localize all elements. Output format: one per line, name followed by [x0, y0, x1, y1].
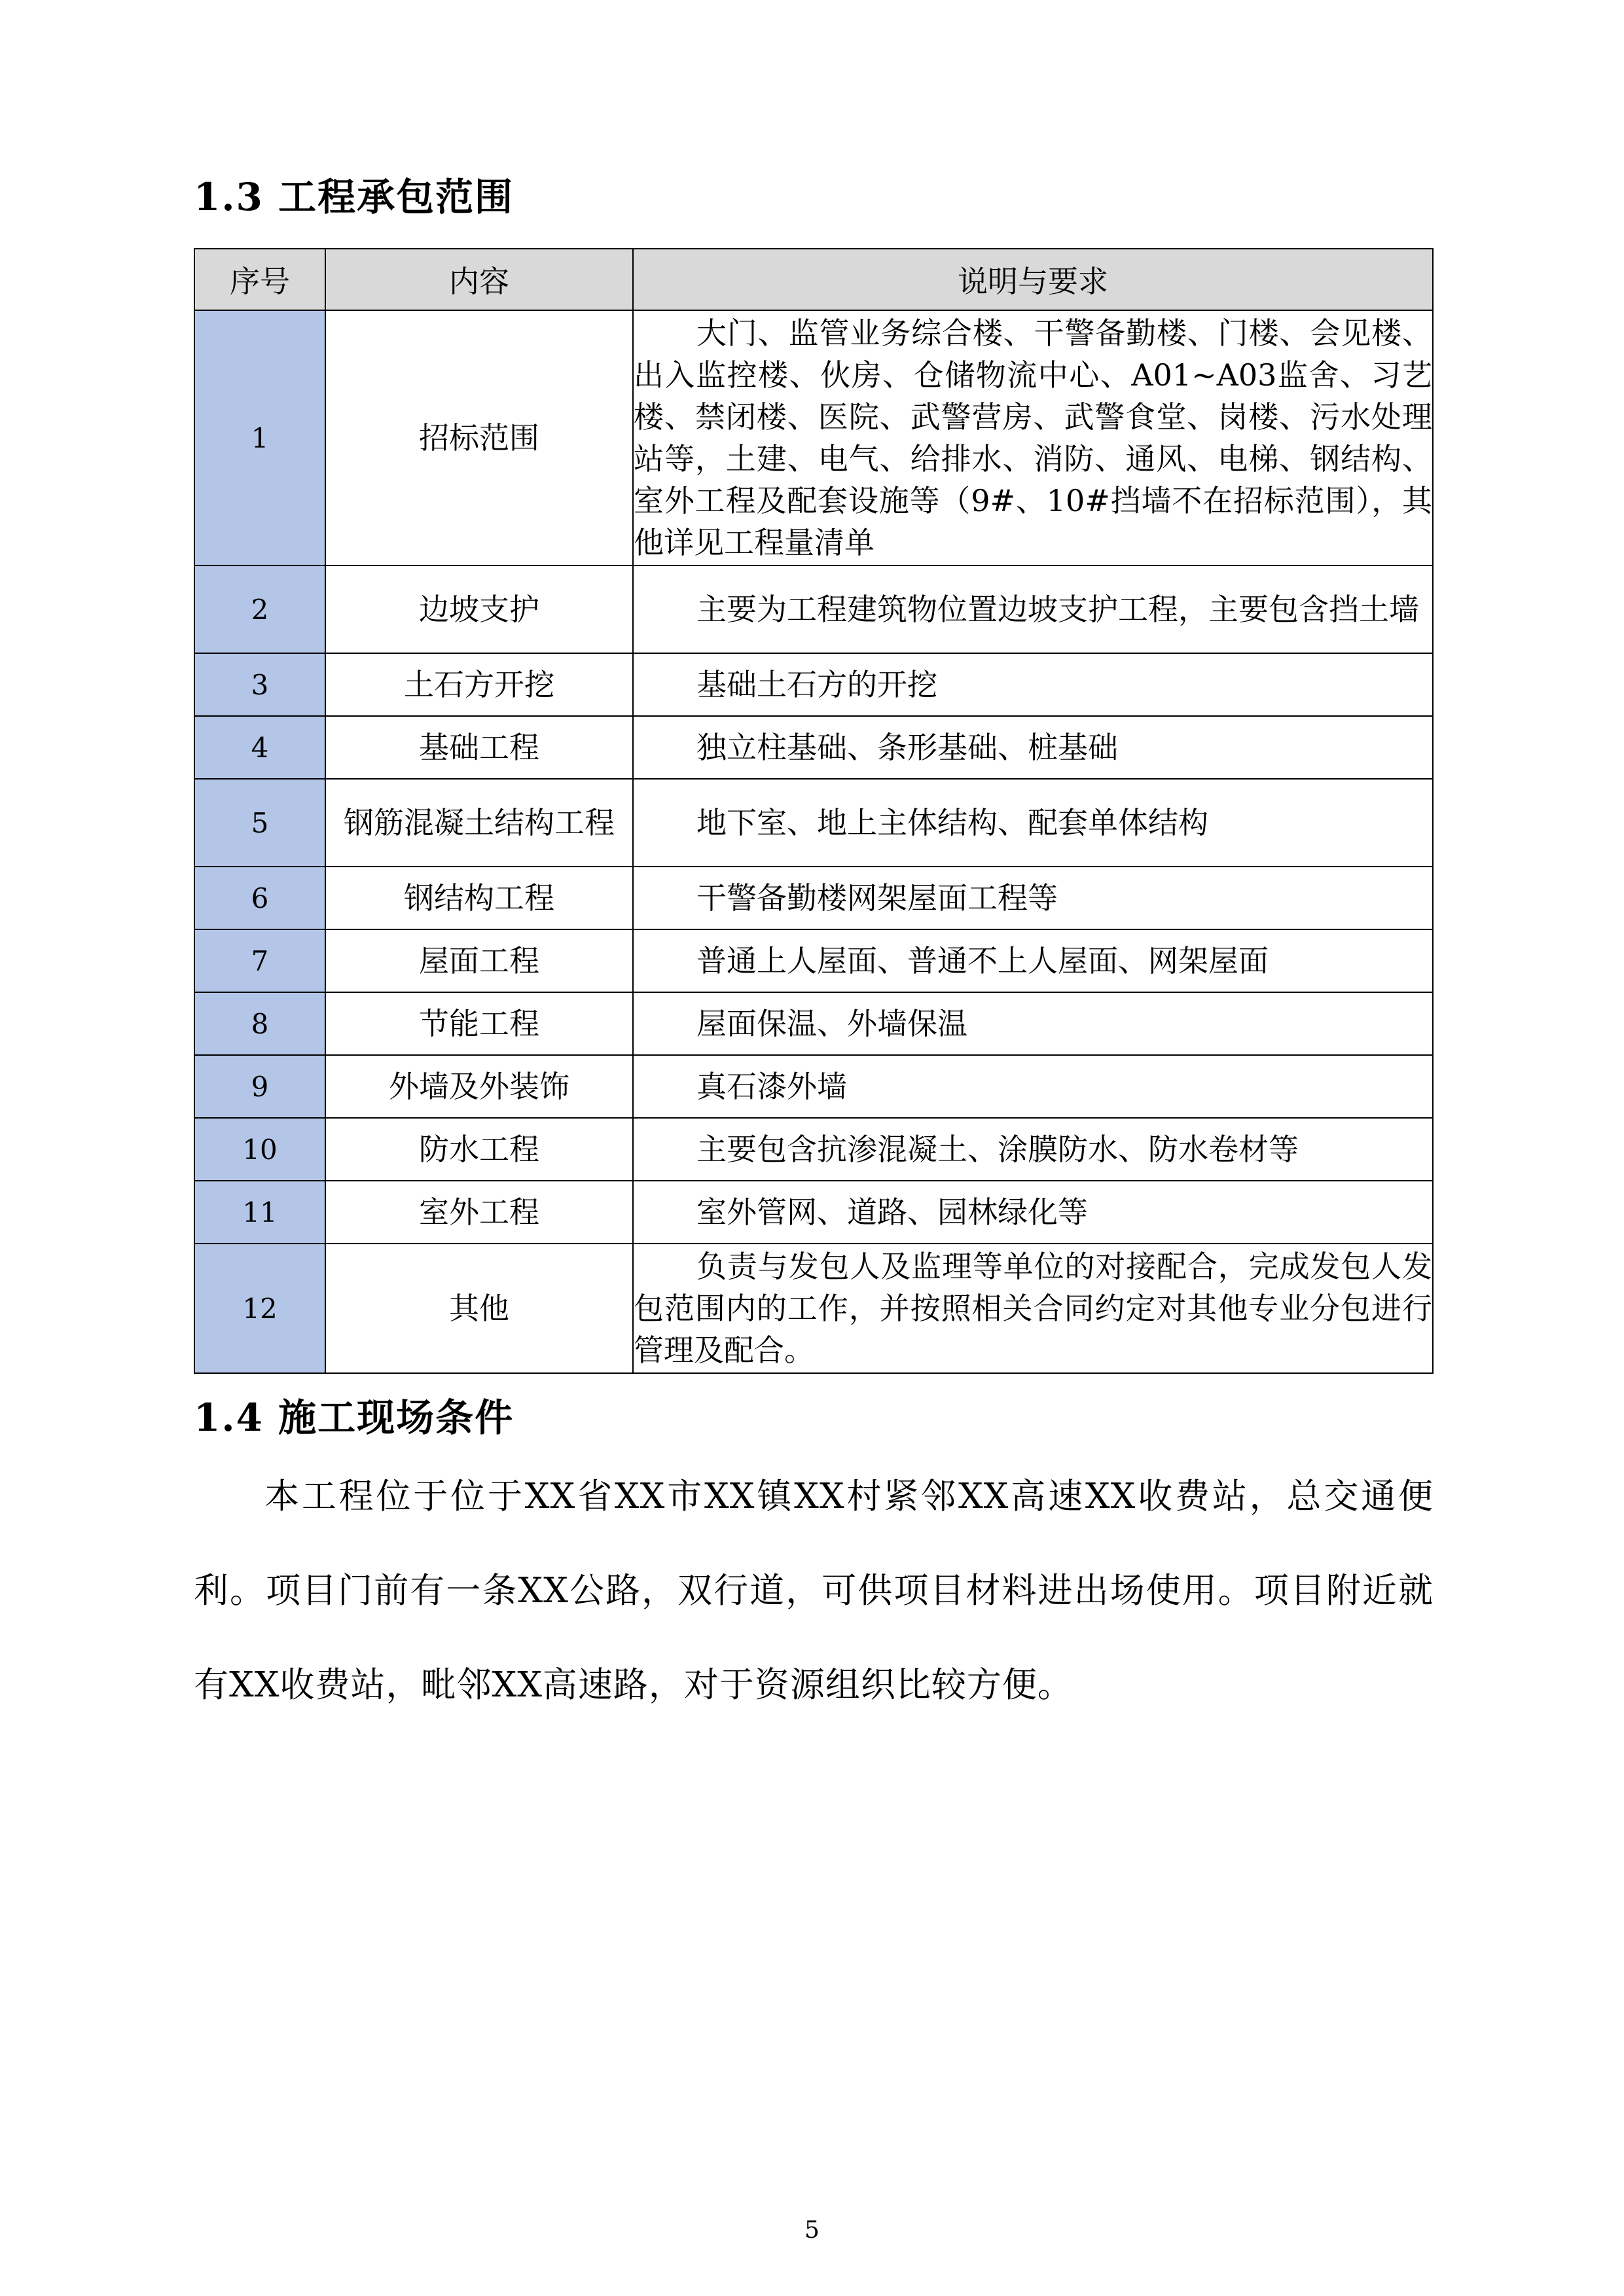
- row-number: 11: [194, 1181, 325, 1244]
- page-number: 5: [804, 2217, 820, 2244]
- row-number: 10: [194, 1118, 325, 1181]
- row-content: 节能工程: [325, 992, 633, 1055]
- row-number: 3: [194, 653, 325, 716]
- row-description: 干警备勤楼网架屋面工程等: [633, 867, 1433, 929]
- row-description: 屋面保温、外墙保温: [633, 992, 1433, 1055]
- row-content: 招标范围: [325, 310, 633, 565]
- row-content: 外墙及外装饰: [325, 1055, 633, 1118]
- site-conditions-paragraph: 本工程位于位于XX省XX市XX镇XX村紧邻XX高速XX收费站，总交通便利。项目门前有一条XX公路，双行道，可供项目材料进出场使用。项目附近就有XX收费站，毗邻XX高速路，对于资源组织比较方便。: [194, 1477, 1434, 1705]
- header-content: 内容: [325, 249, 633, 310]
- table-row: [194, 1181, 1433, 1244]
- row-number: 12: [194, 1244, 325, 1373]
- row-number: 6: [194, 867, 325, 929]
- table-row: [194, 1244, 1433, 1373]
- row-description: 主要包含抗渗混凝土、涂膜防水、防水卷材等: [633, 1118, 1433, 1181]
- row-description: 独立柱基础、条形基础、桩基础: [633, 716, 1433, 779]
- row-number: 8: [194, 992, 325, 1055]
- row-number: 7: [194, 929, 325, 992]
- row-content: 边坡支护: [325, 565, 633, 653]
- row-content: 其他: [325, 1244, 633, 1373]
- header-no: 序号: [194, 249, 325, 310]
- row-description: 负责与发包人及监理等单位的对接配合，完成发包人发包范围内的工作，并按照相关合同约定对其他专业分包进行管理及配合。: [633, 1244, 1433, 1373]
- row-description: 大门、监管业务综合楼、干警备勤楼、门楼、会见楼、出入监控楼、伙房、仓储物流中心、A01~A03监舍、习艺楼、禁闭楼、医院、武警营房、武警食堂、岗楼、污水处理站等，土建、电气、给排水、消防、通风、电梯、钢结构、室外工程及配套设施等（9#、10#挡墙不在招标范围），其他详见工程量清单: [633, 310, 1433, 565]
- section-heading-1-3: 1.3 工程承包范围: [194, 175, 514, 219]
- section-heading-1-4: 1.4 施工现场条件: [194, 1395, 514, 1440]
- header-desc: 说明与要求: [633, 249, 1433, 310]
- table-row: [194, 867, 1433, 929]
- row-description: 室外管网、道路、园林绿化等: [633, 1181, 1433, 1244]
- table-row: [194, 779, 1433, 867]
- row-number: 5: [194, 779, 325, 867]
- row-content: 屋面工程: [325, 929, 633, 992]
- table-row: [194, 929, 1433, 992]
- row-content: 土石方开挖: [325, 653, 633, 716]
- row-content: 钢结构工程: [325, 867, 633, 929]
- row-description: 地下室、地上主体结构、配套单体结构: [633, 779, 1433, 867]
- row-content: 室外工程: [325, 1181, 633, 1244]
- table-row: [194, 716, 1433, 779]
- row-number: 4: [194, 716, 325, 779]
- row-number: 1: [194, 310, 325, 565]
- row-description: 基础土石方的开挖: [633, 653, 1433, 716]
- row-description: 普通上人屋面、普通不上人屋面、网架屋面: [633, 929, 1433, 992]
- table-row: [194, 992, 1433, 1055]
- row-content: 钢筋混凝土结构工程: [325, 779, 633, 867]
- table-row: [194, 1118, 1433, 1181]
- table-row: [194, 565, 1433, 653]
- row-content: 防水工程: [325, 1118, 633, 1181]
- row-description: 主要为工程建筑物位置边坡支护工程，主要包含挡土墙: [633, 565, 1433, 653]
- row-number: 2: [194, 565, 325, 653]
- table-row: [194, 1055, 1433, 1118]
- table-row: [194, 653, 1433, 716]
- table-header-row: [194, 249, 1433, 310]
- scope-table: [194, 248, 1434, 1374]
- row-content: 基础工程: [325, 716, 633, 779]
- row-number: 9: [194, 1055, 325, 1118]
- table-row: [194, 310, 1433, 565]
- row-description: 真石漆外墙: [633, 1055, 1433, 1118]
